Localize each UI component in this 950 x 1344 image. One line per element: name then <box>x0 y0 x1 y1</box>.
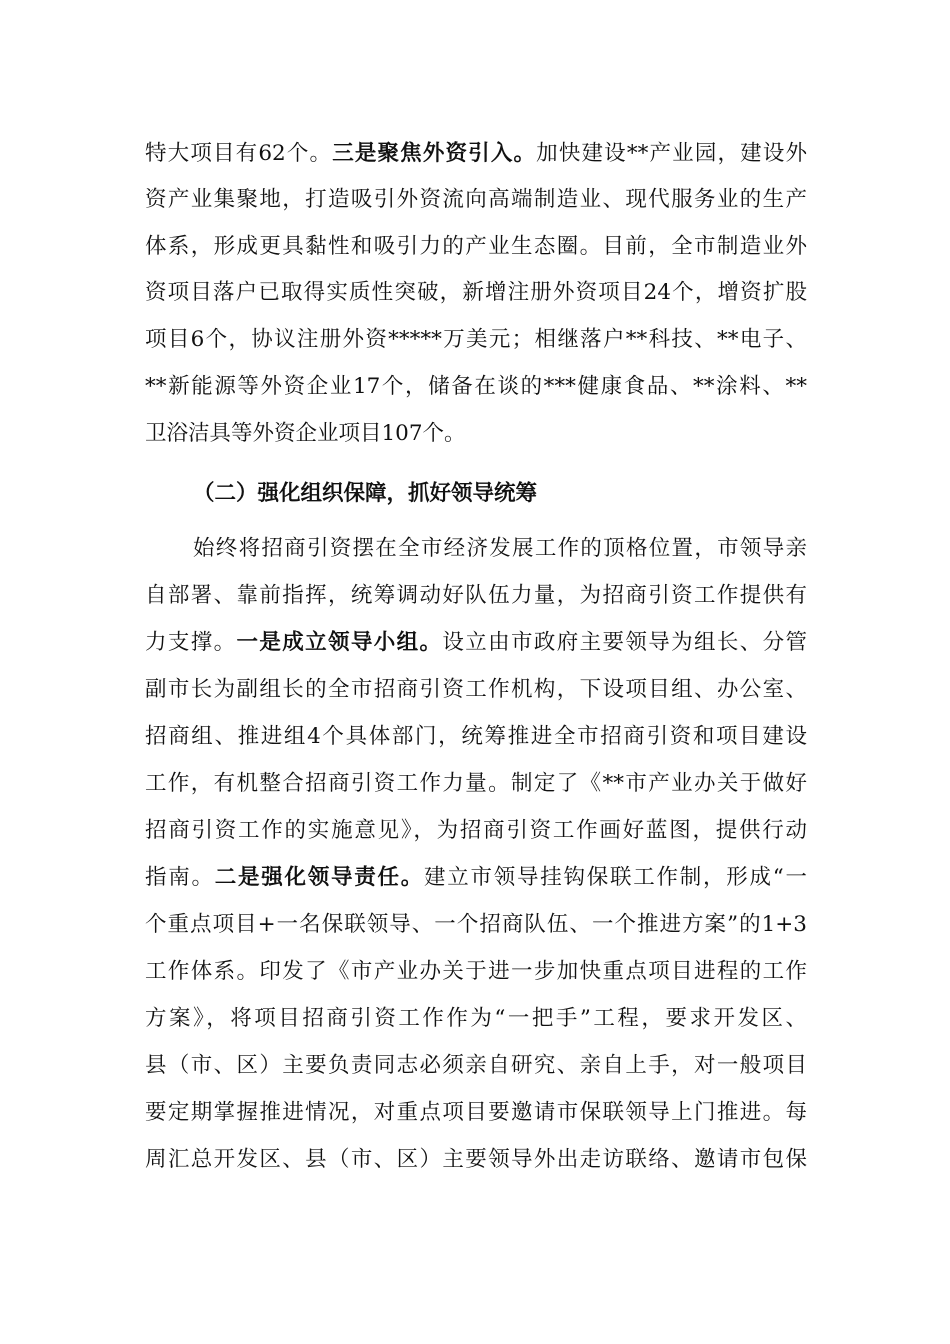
paragraph-1-line-2: 资产业集聚地，打造吸引外资流向高端制造业、现代服务业的生产 <box>145 187 807 212</box>
paragraph-2-line-7: 招商引资工作的实施意见》，为招商引资工作画好蓝图，提供行动 <box>145 818 807 843</box>
paragraph-2-line-11: 方案》，将项目招商引资工作作为“一把手”工程，要求开发区、 <box>145 1006 807 1031</box>
paragraph-2-line-10: 工作体系。印发了《市产业办关于进一步加快重点项目进程的工作 <box>145 959 807 984</box>
paragraph-2-line-2: 自部署、靠前指挥，统筹调动好队伍力量，为招商引资工作提供有 <box>145 583 807 608</box>
paragraph-1-line-5: 项目6个，协议注册外资*****万美元；相继落户**科技、**电子、 <box>145 327 807 352</box>
section-heading: （二）强化组织保障，抓好领导统筹 <box>193 481 538 506</box>
paragraph-2-line-1: 始终将招商引资摆在全市经济发展工作的顶格位置，市领导亲 <box>193 536 807 561</box>
text-run: 指南。 <box>145 865 215 890</box>
text-run: 建立市领导挂钩保联工作制，形成“一 <box>424 865 807 890</box>
paragraph-1-line-7: 卫浴洁具等外资企业项目107个。 <box>145 421 466 446</box>
paragraph-1-line-4: 资项目落户已取得实质性突破，新增注册外资项目24个，增资扩股 <box>145 280 807 305</box>
bold-lead: 二是强化领导责任。 <box>214 865 424 890</box>
paragraph-2-line-9: 个重点项目+一名保联领导、一个招商队伍、一个推进方案”的1+3 <box>145 912 807 937</box>
paragraph-2-line-13: 要定期掌握推进情况，对重点项目要邀请市保联领导上门推进。每 <box>145 1100 807 1125</box>
paragraph-2-line-8 <box>145 858 807 898</box>
paragraph-2-line-14: 周汇总开发区、县（市、区）主要领导外出走访联络、邀请市包保 <box>145 1147 807 1172</box>
text-run: 加快建设**产业园，建设外 <box>536 141 807 166</box>
paragraph-1-line-6: **新能源等外资企业17个，储备在谈的***健康食品、**涂料、** <box>145 374 807 399</box>
paragraph-1-line-3: 体系，形成更具黏性和吸引力的产业生态圈。目前，全市制造业外 <box>145 234 807 259</box>
text-run: 特大项目有62个。 <box>145 141 333 166</box>
text-run: 设立由市政府主要领导为组长、分管 <box>442 630 807 655</box>
paragraph-2-line-6: 工作，有机整合招商引资工作力量。制定了《**市产业办关于做好 <box>145 771 807 796</box>
paragraph-1-line-1 <box>145 134 807 174</box>
paragraph-2-line-5: 招商组、推进组4个具体部门，统筹推进全市招商引资和项目建设 <box>145 724 807 749</box>
text-run: 力支撑。 <box>145 630 237 655</box>
bold-lead: 三是聚焦外资引入。 <box>332 141 537 166</box>
paragraph-2-line-4: 副市长为副组长的全市招商引资工作机构，下设项目组、办公室、 <box>145 677 807 702</box>
paragraph-2-line-12: 县（市、区）主要负责同志必须亲自研究、亲自上手，对一般项目 <box>145 1053 807 1078</box>
bold-lead: 一是成立领导小组。 <box>236 630 443 655</box>
paragraph-2-line-3 <box>145 623 807 663</box>
